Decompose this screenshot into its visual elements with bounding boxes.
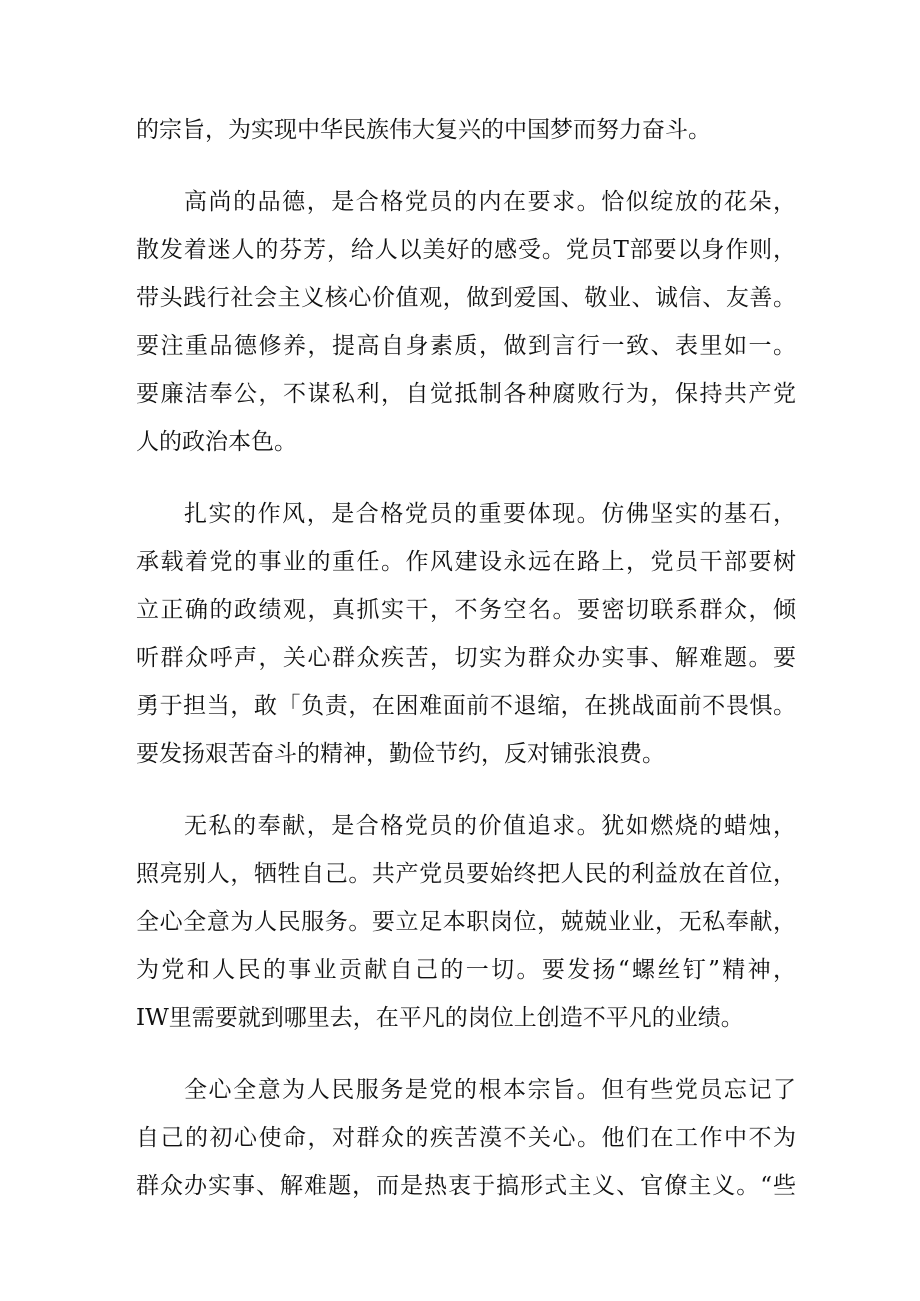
paragraph-line: 自己的初心使命，对群众的疾苦漠不关心。他们在工作中不为 — [136, 1125, 796, 1151]
paragraph-line: 要廉洁奉公，不谋私利，自觉抵制各种腐败行为，保持共产党 — [136, 381, 796, 407]
paragraph-line: 要发扬艰苦奋斗的精神，勤俭节约，反对铺张浪费。 — [136, 741, 665, 767]
paragraph-line: 无私的奉献，是合格党员的价值追求。犹如燃烧的蜡烛， — [184, 813, 796, 839]
paragraph-line: 全心全意为人民服务是党的根本宗旨。但有些党员忘记了 — [184, 1077, 796, 1103]
paragraph-line: 承载着党的事业的重任。作风建设永远在路上，党员干部要树 — [136, 549, 796, 575]
paragraph-line: IW里需要就到哪里去，在平凡的岗位上创造不平凡的业绩。 — [136, 1005, 744, 1031]
paragraph-line: 立正确的政绩观，真抓实干，不务空名。要密切联系群众，倾 — [136, 597, 796, 623]
paragraph-line: 群众办实事、解难题，而是热衷于搞形式主义、官僚主义。“些 — [136, 1173, 796, 1199]
paragraph-line: 的宗旨，为实现中华民族伟大复兴的中国梦而努力奋斗。 — [136, 117, 711, 143]
paragraph-line: 照亮别人，牺牲自己。共产党员要始终把人民的利益放在首位， — [136, 861, 796, 887]
paragraph-line: 散发着迷人的芬芳，给人以美好的感受。党员T部要以身作则， — [136, 237, 796, 263]
paragraph-line: 听群众呼声，关心群众疾苦，切实为群众办实事、解难题。要 — [136, 645, 796, 671]
paragraph-line: 人的政治本色。 — [136, 429, 297, 455]
paragraph-line: 勇于担当，敢「负责，在困难面前不退缩，在挑战面前不畏惧。 — [136, 693, 796, 719]
paragraph-line: 高尚的品德，是合格党员的内在要求。恰似绽放的花朵， — [184, 189, 796, 215]
paragraph-line: 带头践行社会主义核心价值观，做到爱国、敬业、诚信、友善。 — [136, 285, 796, 311]
paragraph-line: 为党和人民的事业贡献自己的一切。要发扬“螺丝钉”精神， — [136, 957, 796, 983]
paragraph-line: 全心全意为人民服务。要立足本职岗位，兢兢业业，无私奉献， — [136, 909, 796, 935]
paragraph-line: 扎实的作风，是合格党员的重要体现。仿佛坚实的基石， — [184, 501, 796, 527]
paragraph-line: 要注重品德修养，提高自身素质，做到言行一致、表里如一。 — [136, 333, 796, 359]
document-body — [136, 106, 796, 1210]
